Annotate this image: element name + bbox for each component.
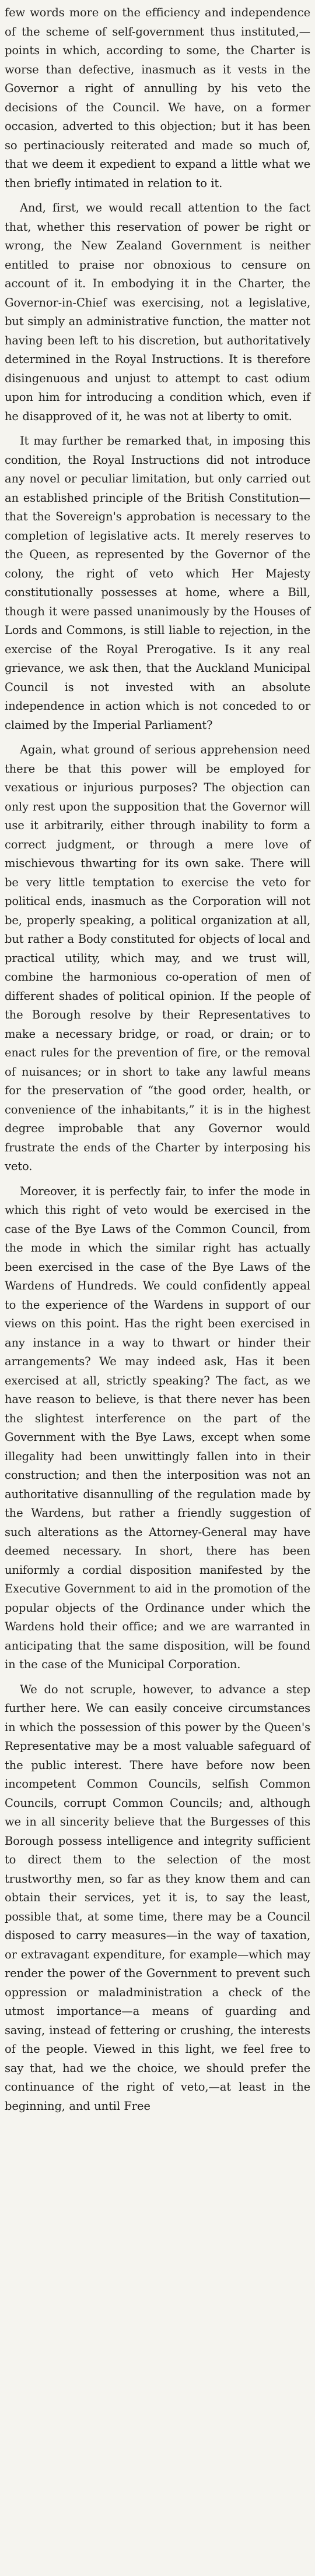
article-paragraph-1: few words more on the efficiency and independence of the scheme of self-government thus instituted,—points in which, according to some, the Charter is worse than defective, inasmuch as it vests in the Governor a right of annulling by his veto the decisions of the Council. We have, on a former occasion, adverted to this objection; but it has been so pertinaciously reiterated and made so much of, that we deem it expedient to expand a little what we then briefly intimated in relation to it.: [5, 6, 310, 190]
article-paragraph-5: Moreover, it is perfectly fair, to infer the mode in which this right of veto would be exercised in the case of the Bye Laws of the Common Council, from the mode in which the similar right has actually been exercised in the case of the Bye Laws of the Wardens of Hundreds. We could confidently appeal to the experience of the Wardens in support of our views on this point. Has the right been exercised in any instance in a way to thwart or hinder their arrangements? We may indeed ask, Has it been exercised at all, strictly speaking? The fact, as we have reason to believe, is that there never has been the slightest interference on the part of the Government with the Bye Laws, except when some illegality had been unwittingly fallen into in their construction; and then the interposition was not an authoritative disannulling of the regulation made by the Wardens, but rather a friendly suggestion of such alterations as the Attorney-General may have deemed necessary. In short, there has been uniformly a cordial disposition manifested by the Executive Government to aid in the promotion of the popular objects of the Ordinance under which the Wardens hold their office; and we are warranted in anticipating that the same disposition, will be found in the case of the Municipal Corporation.: [5, 1184, 310, 1671]
article-column: [5, 3, 310, 2116]
article-paragraph-4: Again, what ground of serious apprehension need there be that this power will be employed for vexatious or injurious purposes? The objection can only rest upon the supposition that the Governor will use it arbitrarily, either through inability to form a correct judgment, or through a mere love of mischievous thwarting for its own sake. There will be very little temptation to exercise the veto for political ends, inasmuch as the Corporation will not be, properly speaking, a political organization at all, but rather a Body constituted for objects of local and practical utility, which may, and we trust will, combine the harmonious co-operation of men of different shades of political opinion. If the people of the Borough resolve by their Representatives to make a necessary bridge, or road, or drain; or to enact rules for the prevention of fire, or the removal of nuisances; or in short to take any lawful means for the preservation of “the good order, health, or convenience of the inhabitants,” it is in the highest degree improbable that any Governor would frustrate the ends of the Charter by interposing his veto.: [5, 743, 310, 1173]
article-paragraph-6: We do not scruple, however, to advance a step further here. We can easily conceive circumstances in which the possession of this power by the Queen's Representative may be a most valuable safeguard of the public interest. There have before now been incompetent Common Councils, selfish Common Councils, corrupt Common Councils; and, although we in all sincerity believe that the Burgesses of this Borough possess intelligence and integrity sufficient to direct them to the selection of the most trustworthy men, so far as they know them and can obtain their services, yet it is, to say the least, possible that, at some time, there may be a Council disposed to carry measures—in the way of taxation, or extravagant expenditure, for example—which may render the power of the Government to prevent such oppression or maladministration a check of the utmost importance—a means of guarding and saving, instead of fettering or crushing, the interests of the people. Viewed in this light, we feel free to say that, had we the choice, we should prefer the continuance of the right of veto,—at least in the beginning, and until Free: [5, 1682, 310, 2113]
article-paragraph-3: It may further be remarked that, in imposing this condition, the Royal Instructions did not introduce any novel or peculiar limitation, but only carried out an established principle of the British Constitution—that the Sovereign's approbation is necessary to the completion of legislative acts. It merely reserves to the Queen, as represented by the Governor of the colony, the right of veto which Her Majesty constitutionally possesses at home, where a Bill, though it were passed unanimously by the Houses of Lords and Commons, is still liable to rejection, in the exercise of the Royal Prerogative. Is it any real grievance, we ask then, that the Auckland Municipal Council is not invested with an absolute independence in action which is not conceded to or claimed by the Imperial Parliament?: [5, 434, 310, 732]
article-paragraph-2: And, first, we would recall attention to the fact that, whether this reservation of power be right or wrong, the New Zealand Government is neither entitled to praise nor obnoxious to censure on account of it. In embodying it in the Charter, the Governor-in-Chief was exercising, not a legislative, but simply an administrative function, the matter not having been left to his discretion, but authoritatively determined in the Royal Instructions. It is therefore disingenuous and unjust to attempt to cast odium upon him for introducing a condition which, even if he disapproved of it, he was not at liberty to omit.: [5, 201, 310, 423]
